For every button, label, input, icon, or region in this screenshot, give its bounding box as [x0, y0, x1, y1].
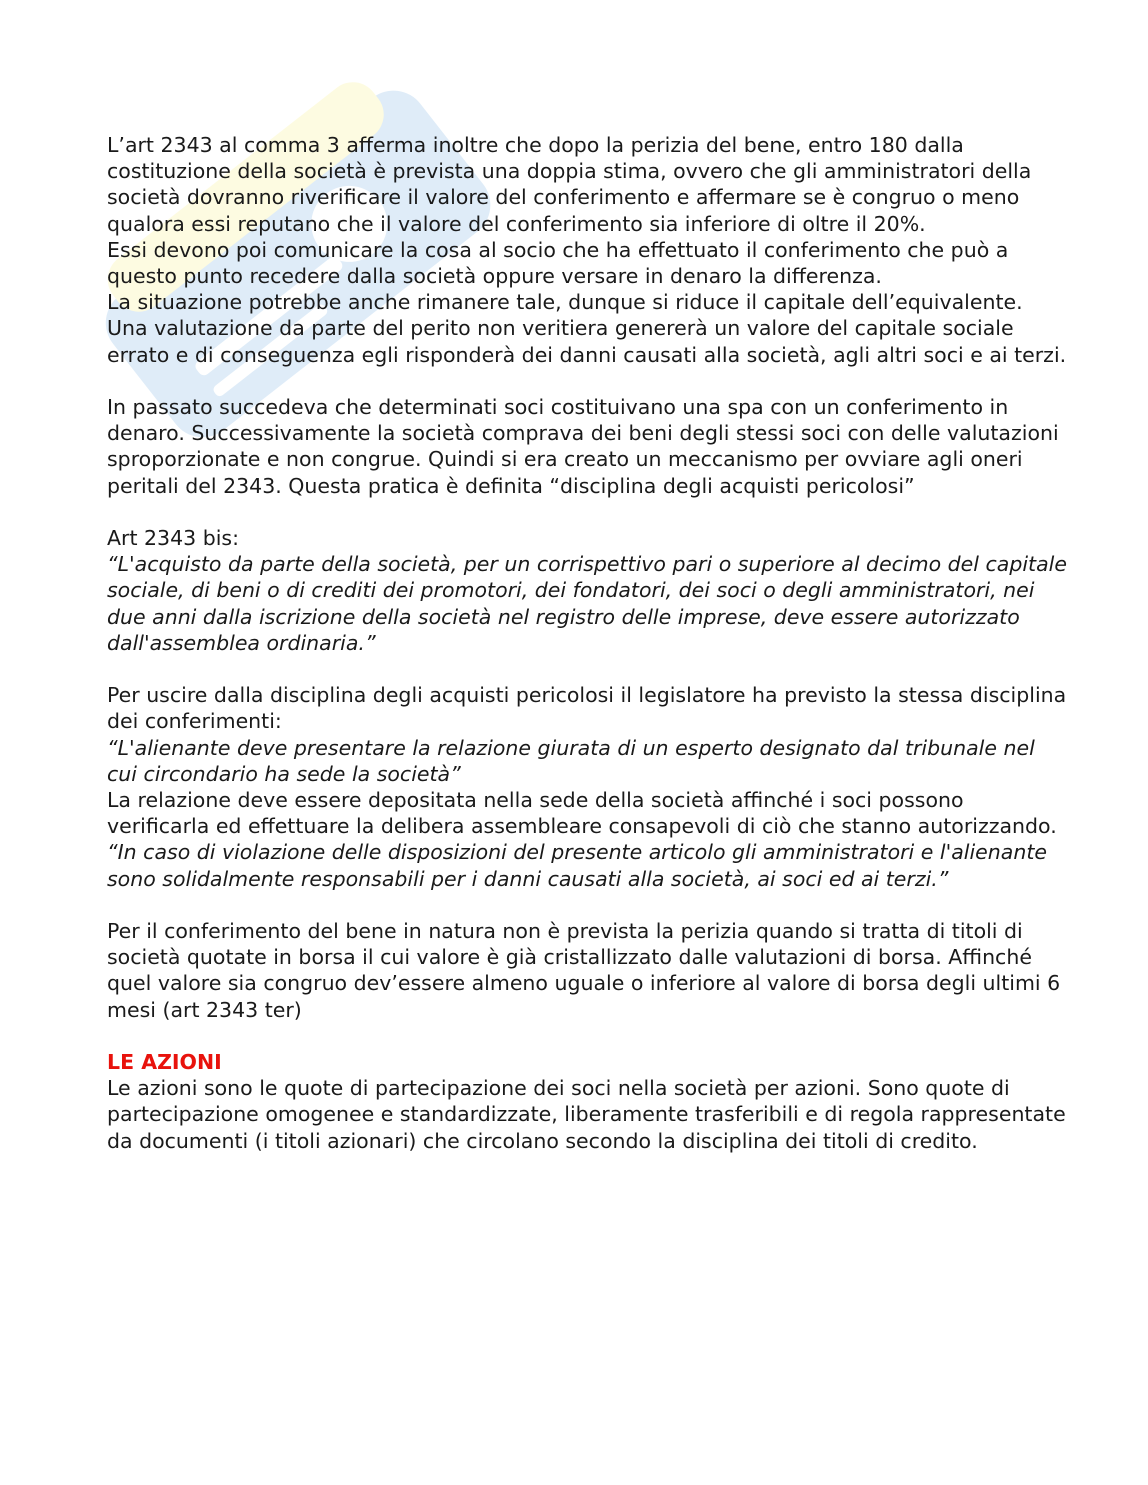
article-reference: Art 2343 bis:: [107, 526, 239, 551]
paragraph-gap: [107, 1023, 1067, 1049]
paragraph: La relazione deve essere depositata nella sede della società affinché i soci possono verificarla ed effettuare la delibera assembleare consapevoli di ciò che stanno autorizzando.: [107, 788, 1057, 839]
paragraph: Una valutazione da parte del perito non veritiera genererà un valore del capitale sociale errato e di conseguenza egli risponderà dei danni causati alla società, agli altri soci e ai terzi.: [107, 316, 1067, 367]
paragraph-gap: [107, 892, 1067, 918]
quoted-article: “L'acquisto da parte della società, per un corrispettivo pari o superiore al decimo del capitale sociale, di beni o di crediti dei promotori, dei fondatori, dei soci o degli amministratori, nei due anni dalla iscrizione della società nel registro delle imprese, deve essere autorizzato dall'assemblea ordinaria.”: [107, 552, 1067, 655]
paragraph: Le azioni sono le quote di partecipazione dei soci nella società per azioni. Sono quote di partecipazione omogenee e standardizzate, liberamente trasferibili e di regola rappresentate da documenti (i titoli azionari) che circolano secondo la disciplina dei titoli di credito.: [107, 1076, 1066, 1153]
paragraph-gap: [107, 368, 1067, 394]
section-heading: LE AZIONI: [107, 1050, 222, 1075]
paragraph-gap: [107, 499, 1067, 525]
paragraph: L’art 2343 al comma 3 afferma inoltre che dopo la perizia del bene, entro 180 dalla costituzione della società è prevista una doppia stima, ovvero che gli amministratori della società dovranno riverificare il valore del conferimento e affermare se è congruo o meno qualora essi reputano che il valore del conferimento sia inferiore di oltre il 20%.: [107, 133, 1032, 236]
document-body: [107, 132, 1067, 1154]
paragraph: La situazione potrebbe anche rimanere tale, dunque si riduce il capitale dell’equivalente.: [107, 290, 1023, 315]
quoted-article: “In caso di violazione delle disposizioni del presente articolo gli amministratori e l'alienante sono solidalmente responsabili per i danni causati alla società, ai soci ed ai terzi.”: [107, 840, 1047, 891]
paragraph: Essi devono poi comunicare la cosa al socio che ha effettuato il conferimento che può a questo punto recedere dalla società oppure versare in denaro la differenza.: [107, 237, 1009, 289]
quoted-article: “L'alienante deve presentare la relazione giurata di un esperto designato dal tribunale nel cui circondario ha sede la società”: [107, 735, 1035, 786]
paragraph: Per il conferimento del bene in natura non è prevista la perizia quando si tratta di titoli di società quotate in borsa il cui valore è già cristallizzato dalle valutazioni di borsa. Affinché quel valore sia congruo dev’essere almeno uguale o inferiore al valore di borsa degli ultimi 6 mesi (art 2343 ter): [107, 919, 1061, 1022]
paragraph-gap: [107, 656, 1067, 682]
paragraph: Per uscire dalla disciplina degli acquisti pericolosi il legislatore ha previsto la stessa disciplina dei conferimenti:: [107, 683, 1067, 734]
paragraph: In passato succedeva che determinati soci costituivano una spa con un conferimento in denaro. Successivamente la società comprava dei beni degli stessi soci con delle valutazioni sproporzionate e non congrue. Quindi si era creato un meccanismo per ovviare agli oneri peritali del 2343. Questa pratica è definita “disciplina degli acquisti pericolosi”: [107, 395, 1059, 498]
